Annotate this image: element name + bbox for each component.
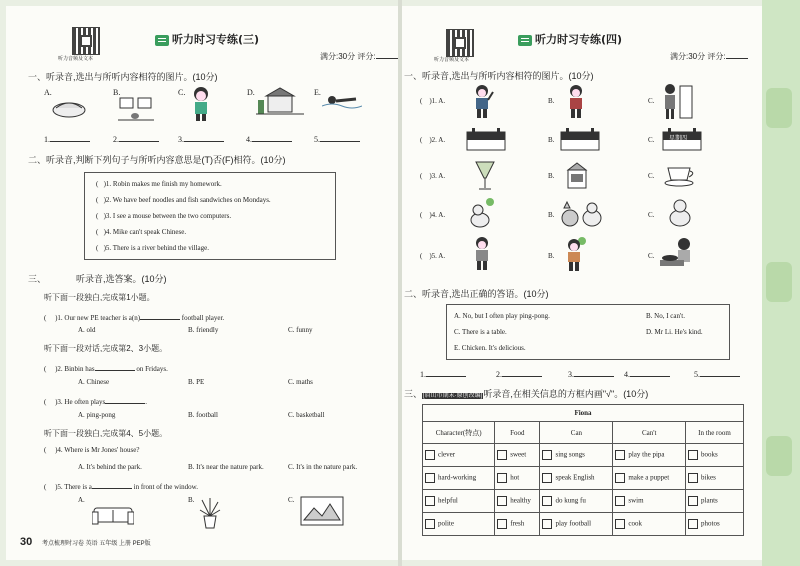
tf-item[interactable]: ( )3. I see a mouse between the two computers. [96, 212, 232, 220]
table-cell[interactable]: play the pipa [613, 444, 686, 467]
table-cell[interactable]: bikes [686, 467, 744, 490]
instruction: 听下面一段独白,完成第4、5小题。 [44, 429, 168, 438]
table-row [423, 467, 744, 490]
checkbox[interactable] [615, 496, 625, 506]
mc-option[interactable]: B. friendly [188, 326, 219, 334]
answer-blank[interactable]: 2. [113, 133, 159, 144]
checkbox[interactable] [425, 496, 435, 506]
page-title: 听力时习专练(三) [155, 31, 259, 47]
option-label[interactable]: C. [648, 97, 655, 105]
answer-blank[interactable]: 4. [246, 133, 292, 144]
man-with-board-picture [660, 82, 694, 124]
mc-question[interactable]: ( )4. Where is Mr Jones' house? [44, 446, 140, 454]
checkbox[interactable] [688, 450, 698, 460]
option-label[interactable]: B. [548, 136, 555, 144]
option-label: C. [178, 88, 186, 97]
tf-item[interactable]: ( )4. Mike can't speak Chinese. [96, 228, 187, 236]
footer-text: 考点梳理时习卷 英语 五年级 上册 PEP版 [42, 541, 151, 547]
section-heading: 三、[眉山市期末·原创改编]听录音,在相关信息的方框内画"√"。(10分) [404, 389, 649, 399]
table-cell[interactable]: polite [423, 513, 495, 536]
checkbox[interactable] [688, 519, 698, 529]
table-header: Can [540, 422, 613, 444]
book-icon [155, 35, 169, 46]
mc-option[interactable]: C. funny [288, 326, 313, 334]
mc-option[interactable]: A. [78, 496, 85, 504]
mc-question[interactable]: ( )2. Binbin has on Fridays. [44, 362, 168, 373]
juice-picture [474, 158, 496, 196]
section-heading: 二、听录音,判断下列句子与所听内容意思是(T)否(F)相符。(10分) [28, 155, 286, 165]
option-label[interactable]: B. [548, 97, 555, 105]
mc-question[interactable]: ( )5. There is a in front of the window. [44, 480, 198, 491]
table-header: Can't [613, 422, 686, 444]
mc-option[interactable]: A. Chinese [78, 378, 110, 386]
answer-blank[interactable]: 3. [568, 368, 614, 379]
milk-carton-picture [566, 162, 588, 194]
checkbox[interactable] [688, 496, 698, 506]
tf-item[interactable]: ( )2. We have beef noodles and fish sandwiches on Mondays. [96, 196, 271, 204]
qr-caption: 听力音频及文本 [58, 57, 94, 62]
edge-tab [766, 88, 792, 128]
sofa-picture [92, 500, 134, 532]
answer-blank[interactable]: 2. [496, 368, 542, 379]
checkbox[interactable] [497, 519, 507, 529]
table-row [423, 490, 744, 513]
tf-item[interactable]: ( )1. Robin makes me finish my homework. [96, 180, 222, 188]
qr-code-icon[interactable] [446, 29, 474, 57]
table-row [423, 444, 744, 467]
table-cell[interactable]: plants [686, 490, 744, 513]
page-number: 30 [20, 536, 33, 548]
pancake-picture [52, 96, 86, 122]
option-label[interactable]: C. [648, 136, 655, 144]
checkbox[interactable] [542, 519, 552, 529]
info-table [422, 404, 744, 536]
option-label: D. [247, 88, 255, 97]
checkbox[interactable] [497, 473, 507, 483]
plant-picture [198, 496, 222, 534]
mc-option[interactable]: B. PE [188, 378, 205, 386]
boy-picture [188, 86, 214, 126]
answer-blank[interactable]: 5. [694, 368, 740, 379]
table-header: Character(特点) [423, 422, 495, 444]
mc-option[interactable]: A. It's behind the park. [78, 463, 142, 471]
table-cell[interactable]: speak English [540, 467, 613, 490]
checkbox[interactable] [425, 450, 435, 460]
table-cell[interactable]: books [686, 444, 744, 467]
table-cell[interactable]: swim [613, 490, 686, 513]
response-option: D. Mr Li. He's kind. [646, 328, 703, 336]
child-stirring-picture [470, 236, 494, 276]
checkbox[interactable] [497, 450, 507, 460]
section-heading: 三、 听录音,选答案。(10分) [28, 274, 167, 284]
option-label[interactable]: C. [648, 211, 655, 219]
checkbox[interactable] [615, 519, 625, 529]
answer-blank[interactable]: 3. [178, 133, 224, 144]
qr-caption: 听力音频及文本 [434, 58, 470, 63]
answer-blank[interactable]: 5. [314, 133, 360, 144]
book-icon [518, 35, 532, 46]
window-picture [300, 496, 344, 530]
mc-question[interactable]: ( )3. He often plays . [44, 395, 147, 406]
section-heading: 一、听录音,选出与所听内容相符的图片。(10分) [28, 72, 218, 82]
response-option: C. There is a table. [454, 328, 507, 336]
answer-blank[interactable]: 1. [420, 368, 466, 379]
table-cell[interactable]: photos [686, 513, 744, 536]
option-label[interactable]: C. [648, 172, 655, 180]
swimming-picture [322, 92, 362, 114]
table-title: Fiona [423, 405, 744, 422]
picture-question[interactable]: ( )2. A. [420, 136, 446, 144]
mc-option[interactable]: C. It's in the nature park. [288, 463, 358, 471]
tf-item[interactable]: ( )5. There is a river behind the village. [96, 244, 210, 252]
response-option: E. Chicken. It's delicious. [454, 344, 526, 352]
section-heading: 一、听录音,选出与所听内容相符的图片。(10分) [404, 71, 594, 81]
table-cell[interactable]: cook [613, 513, 686, 536]
table-cell[interactable]: do kung fu [540, 490, 613, 513]
checkbox[interactable] [425, 519, 435, 529]
mc-option[interactable]: C. [288, 496, 295, 504]
table-cell[interactable]: healthy [495, 490, 540, 513]
mc-option[interactable]: C. basketball [288, 411, 325, 419]
option-label: A. [44, 88, 52, 97]
checkbox[interactable] [497, 496, 507, 506]
option-label: B. [113, 88, 121, 97]
checkbox[interactable] [688, 473, 698, 483]
mc-option[interactable]: A. old [78, 326, 96, 334]
computers-picture [118, 94, 154, 126]
score-line: 满分:30分 评分: [320, 50, 398, 62]
checkbox[interactable] [542, 473, 552, 483]
answer-blank[interactable]: 1. [44, 133, 90, 144]
table-cell[interactable]: fresh [495, 513, 540, 536]
edge-tab [766, 436, 792, 476]
mc-question[interactable]: ( )1. Our new PE teacher is a(n) football player. [44, 311, 224, 322]
instruction: 听下面一段对话,完成第2、3小题。 [44, 344, 168, 353]
mc-option[interactable]: A. ping-pong [78, 411, 116, 419]
child-waving-picture [470, 84, 494, 124]
table-cell[interactable]: clever [423, 444, 495, 467]
picture-question[interactable]: ( )1. A. [420, 97, 446, 105]
section-heading: 二、听录音,选出正确的答语。(10分) [404, 289, 549, 299]
checkbox[interactable] [425, 473, 435, 483]
picture-question[interactable]: ( )5. A. [420, 252, 446, 260]
cat-and-dog-picture [560, 198, 604, 232]
calendar-picture [466, 126, 506, 156]
table-cell[interactable]: hard-working [423, 467, 495, 490]
table-cell[interactable]: make a puppet [613, 467, 686, 490]
table-cell[interactable]: play football [540, 513, 613, 536]
table-cell[interactable]: sweet [495, 444, 540, 467]
calendar-label: 星期四 [669, 135, 688, 142]
checkbox[interactable] [542, 450, 552, 460]
picture-question[interactable]: ( )3. A. [420, 172, 446, 180]
table-cell[interactable]: helpful [423, 490, 495, 513]
option-label[interactable]: C. [648, 252, 655, 260]
response-option: A. No, but I often play ping-pong. [454, 312, 550, 320]
table-cell[interactable]: hot [495, 467, 540, 490]
picture-question[interactable]: ( )4. A. [420, 211, 446, 219]
qr-code-icon[interactable] [72, 27, 100, 55]
girl-with-ball-picture [562, 236, 592, 276]
table-cell[interactable]: sing songs [540, 444, 613, 467]
option-label[interactable]: B. [548, 172, 555, 180]
option-label[interactable]: B. [548, 252, 555, 260]
checkbox[interactable] [542, 496, 552, 506]
mc-option[interactable]: B. [188, 496, 195, 504]
checkbox[interactable] [615, 450, 625, 460]
dog-sitting-picture [666, 196, 694, 232]
checkbox[interactable] [615, 473, 625, 483]
response-option: B. No, I can't. [646, 312, 685, 320]
table-header: Food [495, 422, 540, 444]
instruction: 听下面一段独白,完成第1小题。 [44, 293, 155, 302]
table-header: In the room [686, 422, 744, 444]
calendar-picture [560, 126, 600, 156]
mc-option[interactable]: B. football [188, 411, 218, 419]
village-house-picture [256, 86, 304, 120]
tea-cup-picture [664, 164, 698, 192]
table-row [423, 513, 744, 536]
answer-blank[interactable]: 4. [624, 368, 670, 379]
edge-tab [766, 262, 792, 302]
cooking-picture [658, 236, 698, 276]
boy-singing-picture [562, 84, 590, 124]
page-edge-strip [762, 0, 800, 566]
mc-option[interactable]: C. maths [288, 378, 313, 386]
option-label: E. [314, 88, 321, 97]
score-line: 满分:30分 评分: [670, 50, 748, 62]
mc-option[interactable]: B. It's near the nature park. [188, 463, 264, 471]
option-label[interactable]: B. [548, 211, 555, 219]
dog-and-ball-picture [468, 196, 498, 234]
page-title: 听力时习专练(四) [518, 31, 622, 47]
